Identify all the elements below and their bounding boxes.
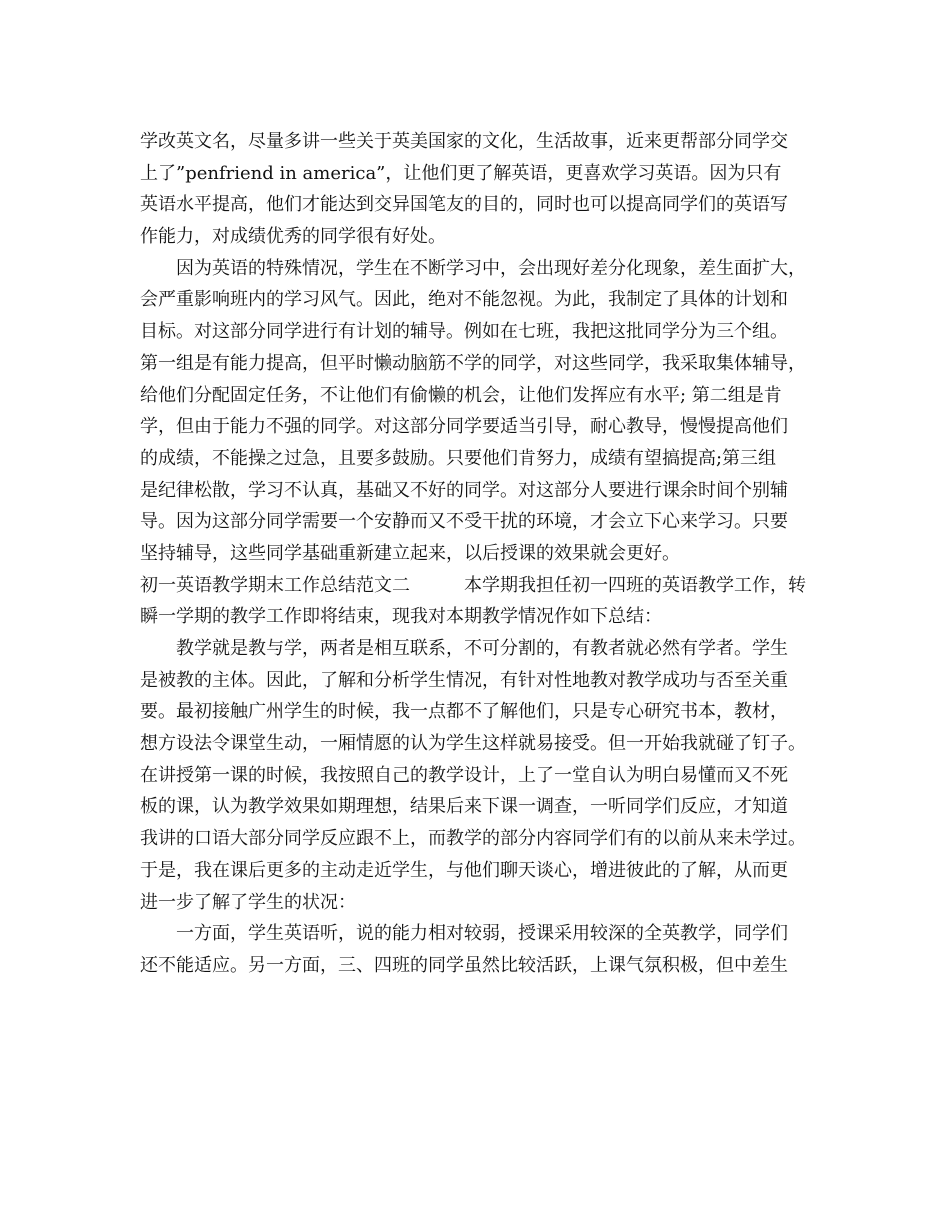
text-line: 坚持辅导，这些同学基础重新建立起来，以后授课的效果就会更好。 (140, 542, 680, 564)
text-line: 学，但由于能力不强的同学。对这部分同学要适当引导，耐心教导，慢慢提高他们 (140, 416, 788, 438)
text-line: 进一步了解了学生的状况： (140, 891, 356, 913)
text-line: 是纪律松散，学习不认真，基础又不好的同学。对这部分人要进行课余时间个别辅 (140, 479, 788, 501)
text-line: 一方面，学生英语听，说的能力相对较弱，授课采用较深的全英教学，同学们 (140, 923, 788, 945)
text-line: 学改英文名，尽量多讲一些关于英美国家的文化，生活故事，近来更帮部分同学交 (140, 131, 788, 152)
section-heading-line: 初一英语教学期末工作总结范文二 本学期我担任初一四班的英语教学工作，转 (140, 574, 806, 596)
text-line: 还不能适应。另一方面，三、四班的同学虽然比较活跃，上课气氛积极，但中差生 (140, 954, 788, 976)
text-line: 是被教的主体。因此，了解和分析学生情况，有针对性地教对教学成功与否至关重 (140, 669, 788, 691)
text-line: 瞬一学期的教学工作即将结束，现我对本期教学情况作如下总结： (140, 606, 662, 628)
text-line: 板的课，认为教学效果如期理想，结果后来下课一调查，一听同学们反应，才知道 (140, 796, 788, 818)
text-line: 教学就是教与学，两者是相互联系，不可分割的，有教者就必然有学者。学生 (140, 638, 788, 659)
text-line: 英语水平提高，他们才能达到交异国笔友的目的，同时也可以提高同学们的英语写 (140, 194, 788, 216)
text-line: 会严重影响班内的学习风气。因此，绝对不能忽视。为此，我制定了具体的计划和 (140, 289, 788, 311)
text-line: 于是，我在课后更多的主动走近学生，与他们聊天谈心，增进彼此的了解，从而更 (140, 859, 788, 881)
document-body (140, 126, 830, 982)
text-line: 我讲的口语大部分同学反应跟不上，而教学的部分内容同学们有的以前从来未学过。 (140, 828, 806, 850)
text-line: 导。因为这部分同学需要一个安静而又不受干扰的环境，才会立下心来学习。只要 (140, 511, 788, 533)
text-line: 第一组是有能力提高，但平时懒动脑筋不学的同学，对这些同学，我采取集体辅导， (140, 352, 806, 374)
text-line: 作能力，对成绩优秀的同学很有好处。 (140, 226, 446, 248)
text-line: 在讲授第一课的时候，我按照自己的教学设计，上了一堂自认为明白易懂而又不死 (140, 764, 788, 786)
text-line: 想方设法令课堂生动，一厢情愿的认为学生这样就易接受。但一开始我就碰了钉子。 (140, 733, 806, 755)
text-line: 的成绩，不能操之过急，且要多鼓励。只要他们肯努力，成绩有望搞提高;第三组 (140, 447, 777, 469)
text-line: 上了”penfriend in america”，让他们更了解英语，更喜欢学习英语。因为只有 (140, 162, 782, 184)
text-line: 给他们分配固定任务，不让他们有偷懒的机会，让他们发挥应有水平; 第二组是肯 (140, 384, 782, 406)
text-line: 目标。对这部分同学进行有计划的辅导。例如在七班，我把这批同学分为三个组。 (140, 321, 788, 343)
text-line: 要。最初接触广州学生的时候，我一点都不了解他们，只是专心研究书本，教材， (140, 701, 788, 723)
text-line: 因为英语的特殊情况，学生在不断学习中，会出现好差分化现象，差生面扩大， (140, 257, 806, 279)
